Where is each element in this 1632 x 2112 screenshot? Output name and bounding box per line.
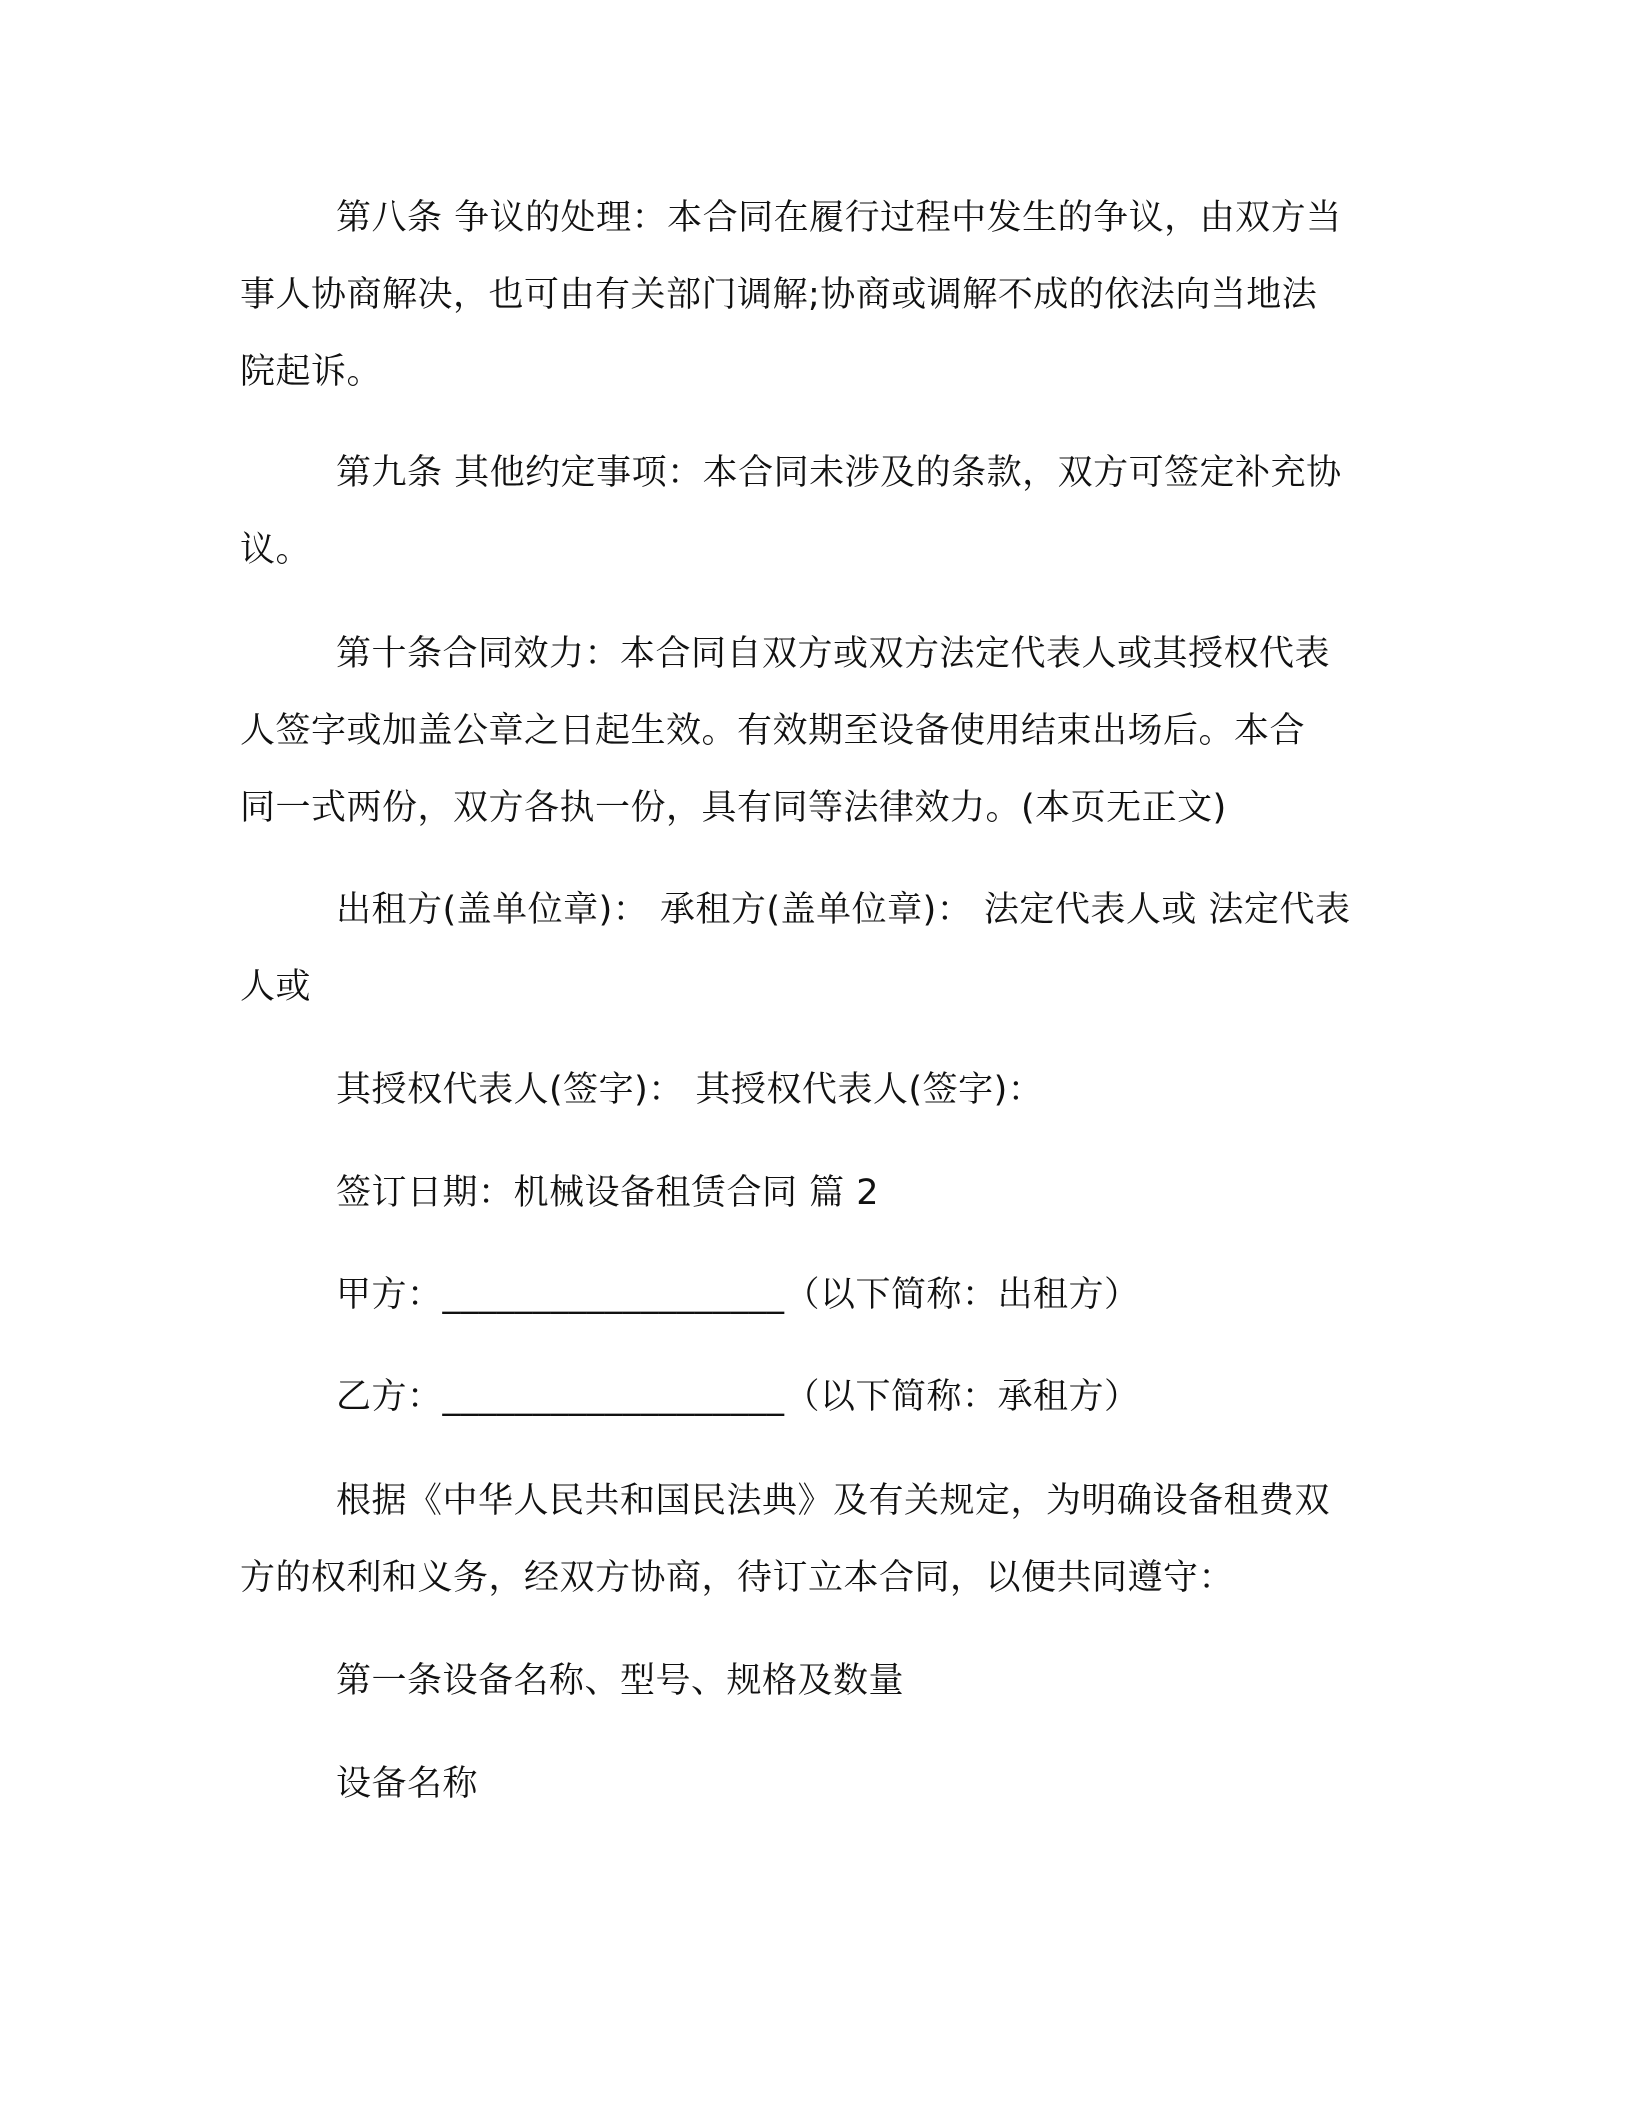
text-line: 签订日期：机械设备租赁合同 篇 2 — [336, 1173, 880, 1213]
text-line: 同一式两份，双方各执一份，具有同等法律效力。(本页无正文) — [240, 788, 1227, 828]
party-b-line — [240, 1359, 1378, 1436]
signature-parties-paragraph — [240, 872, 1378, 1026]
signing-date-line — [240, 1155, 1378, 1232]
text-line: 第八条 争议的处理：本合同在履行过程中发生的争议，由双方当 — [336, 198, 1342, 238]
text-line: 院起诉。 — [240, 352, 383, 392]
text-line: 第九条 其他约定事项：本合同未涉及的条款，双方可签定补充协 — [336, 453, 1342, 493]
text-line: 事人协商解决，也可由有关部门调解;协商或调解不成的依法向当地法 — [240, 275, 1318, 315]
text-line: 根据《中华人民共和国民法典》及有关规定，为明确设备租费双 — [336, 1481, 1331, 1521]
preamble-paragraph — [240, 1463, 1378, 1617]
article-8-paragraph — [240, 180, 1378, 411]
text-line: 乙方：___________________（以下简称：承租方） — [336, 1377, 1140, 1417]
text-line: 设备名称 — [336, 1764, 479, 1804]
party-a-line — [240, 1257, 1378, 1334]
text-line: 其授权代表人(签字)： 其授权代表人(签字)： — [336, 1070, 1044, 1110]
article-10-paragraph — [240, 616, 1378, 847]
text-line: 出租方(盖单位章)： 承租方(盖单位章)： 法定代表人或 法定代表 — [336, 890, 1351, 930]
text-line: 人或 — [240, 967, 312, 1007]
text-line: 方的权利和义务，经双方协商，待订立本合同，以便共同遵守： — [240, 1558, 1235, 1598]
article-1-heading — [240, 1643, 1378, 1720]
text-line: 议。 — [240, 530, 312, 570]
article-9-paragraph — [240, 435, 1378, 589]
equipment-name-label — [240, 1746, 1378, 1823]
text-line: 第十条合同效力：本合同自双方或双方法定代表人或其授权代表 — [336, 634, 1331, 674]
text-line: 第一条设备名称、型号、规格及数量 — [336, 1661, 905, 1701]
text-line: 人签字或加盖公章之日起生效。有效期至设备使用结束出场后。本合 — [240, 711, 1306, 751]
authorized-representative-line — [240, 1052, 1378, 1129]
text-line: 甲方：___________________（以下简称：出租方） — [336, 1275, 1140, 1315]
